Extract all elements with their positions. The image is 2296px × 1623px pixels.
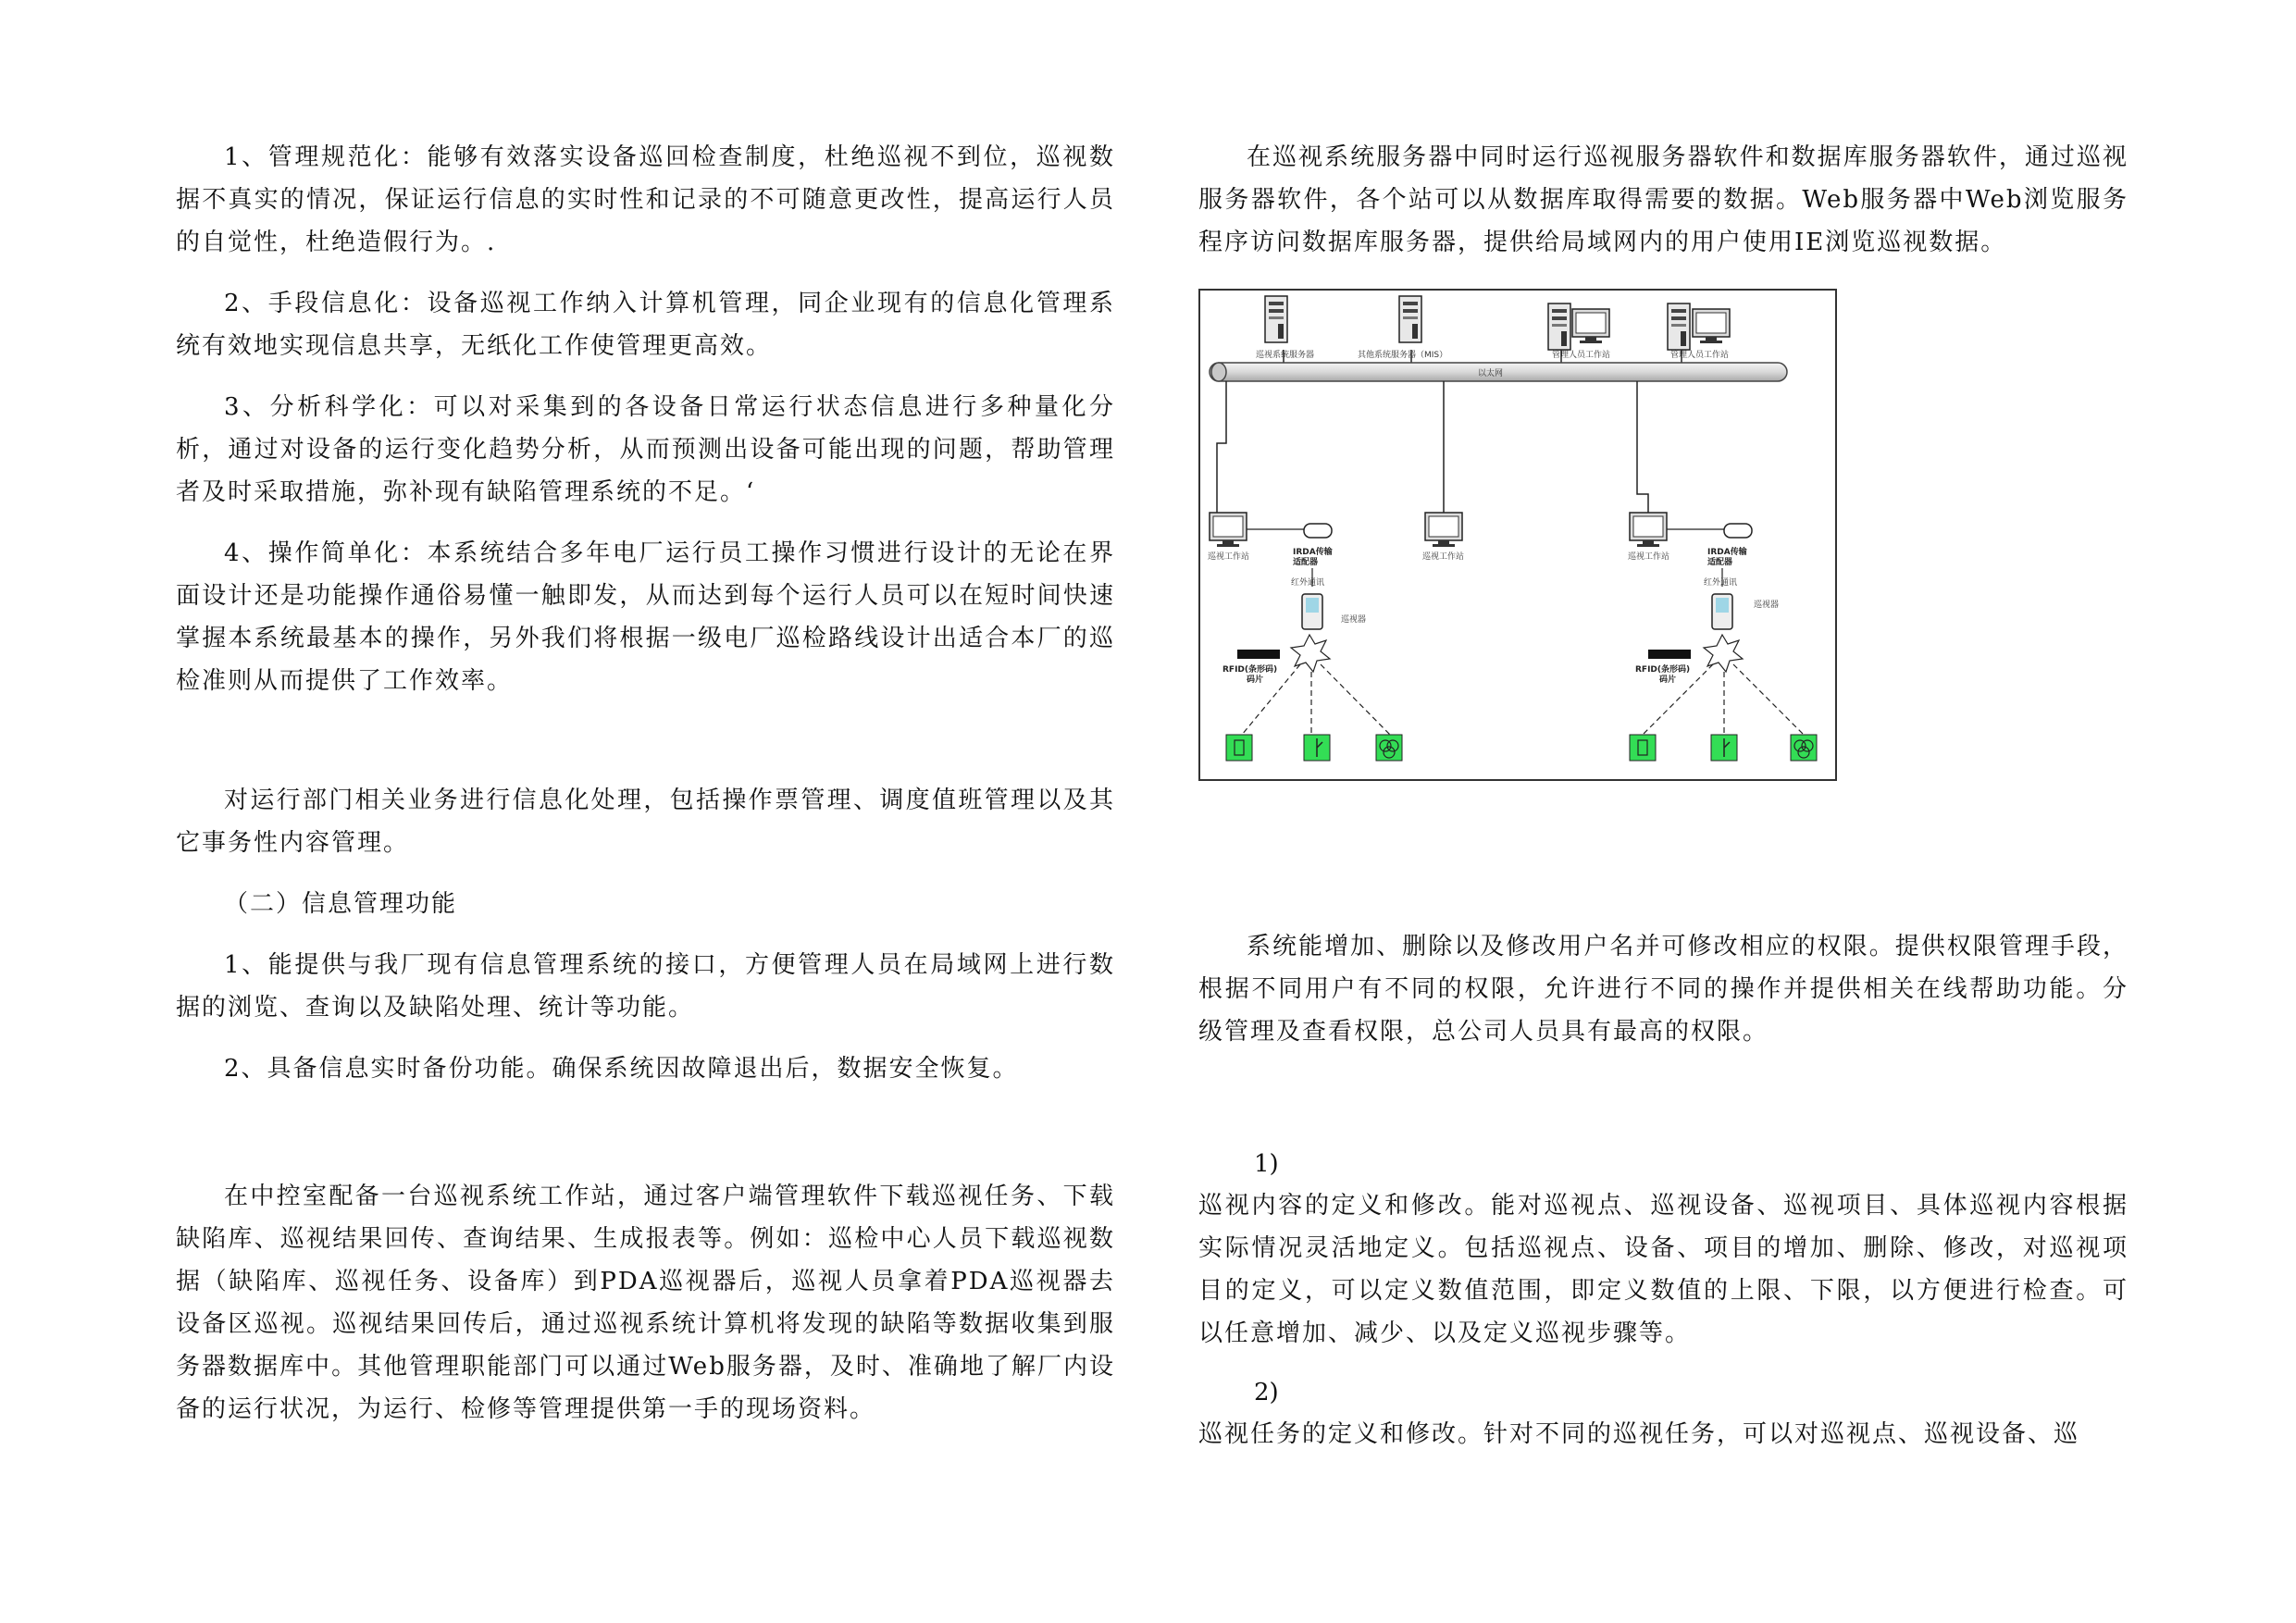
mgmt-monitor-icon-1 xyxy=(1572,309,1609,343)
scan-burst-icon-right xyxy=(1704,635,1743,672)
patrol-ws-monitor-left xyxy=(1210,513,1247,547)
patrol-server-icon xyxy=(1265,296,1287,342)
section-heading-info-management: （二）信息管理功能 xyxy=(224,890,458,918)
para-control-room: 在中控室配备一台巡视系统工作站，通过客户端管理软件下载巡视任务、下载缺陷库、巡视结果回传、查询结果、生成报表等。例如：巡检中心人员下载巡视数据（缺陷库、巡视任务、设备库）到PDA巡视器后，巡视人员拿着PDA巡视器去设备区巡视。巡视结果回传后，通过巡视系统计算机将发现的缺陷等数据收集到服务器数据库中。其他管理职能部门可以通过Web服务器，及时、准确地了解厂内设备的运行状况，为运行、检修等管理提供第一手的现场资料。 xyxy=(176,1183,1115,1423)
label-patrol-device-left: 巡视器 xyxy=(1341,615,1367,625)
label-mgmt-ws-2: 管理人员工作站 xyxy=(1670,351,1730,360)
para-operation-dept: 对运行部门相关业务进行信息化处理，包括操作票管理、调度值班管理以及其它事务性内容管理。 xyxy=(176,787,1115,857)
label-patrol-server: 巡视系统服务器 xyxy=(1256,351,1315,360)
para-means-informatization: 2、手段信息化：设备巡视工作纳入计算机管理，同企业现有的信息化管理系统有效地实现信息共享，无纸化工作使管理更高效。 xyxy=(176,290,1115,360)
label-infrared-right: 红外通讯 xyxy=(1704,578,1738,588)
scan-burst-icon-left xyxy=(1291,635,1330,672)
label-rfid-left-1: RFID(条形码) xyxy=(1222,665,1278,675)
equipment-icon-right-1 xyxy=(1630,735,1656,761)
para-management-standardization: 1、管理规范化：能够有效落实设备巡回检查制度，杜绝巡视不到位，巡视数据不真实的情况，保证运行信息的实时性和记录的不可随意更改性，提高运行人员的自觉性，杜绝造假行为。. xyxy=(176,143,1115,256)
para-server-software: 在巡视系统服务器中同时运行巡视服务器软件和数据库服务器软件，通过巡视服务器软件，各个站可以从数据库取得需要的数据。Web服务器中Web浏览服务程序访问数据库服务器，提供给局域网内的用户使用IE浏览巡视数据。 xyxy=(1198,143,2128,256)
mgmt-tower-icon-1 xyxy=(1548,304,1570,350)
para-operation-simplified: 4、操作简单化：本系统结合多年电厂运行员工操作习惯进行设计的无论在界面设计还是功能操作通俗易懂一触即发，从而达到每个运行人员可以在短时间快速掌握本系统最基本的操作，另外我们将根据一级电厂巡检路线设计出适合本厂的巡检准则从而提供了工作效率。 xyxy=(176,539,1115,695)
barcode-chip-right xyxy=(1648,650,1691,659)
para-patrol-content: 巡视内容的定义和修改。能对巡视点、巡视设备、巡视项目、具体巡视内容根据实际情况灵活地定义。包括巡视点、设备、项目的增加、删除、修改，对巡视项目的定义，可以定义数值范围，即定义数值的上限、下限，以方便进行检查。可以任意增加、减少、以及定义巡视步骤等。 xyxy=(1198,1192,2128,1347)
barcode-chip-left xyxy=(1237,650,1280,659)
para-patrol-task: 巡视任务的定义和修改。针对不同的巡视任务，可以对巡视点、巡视设备、巡 xyxy=(1198,1420,2080,1448)
network-diagram xyxy=(1198,289,1837,781)
irda-adapter-icon-right xyxy=(1724,524,1752,538)
label-ethernet: 以太网 xyxy=(1478,369,1504,378)
label-rfid-right-2: 码片 xyxy=(1659,675,1677,685)
patrol-ws-monitor-right xyxy=(1630,513,1667,547)
para-permissions: 系统能增加、删除以及修改用户名并可修改相应的权限。提供权限管理手段，根据不同用户有不同的权限，允许进行不同的操作并提供相关在线帮助功能。分级管理及查看权限，总公司人员具有最高的权限。 xyxy=(1198,933,2128,1046)
label-irda-left-2: 适配器 xyxy=(1293,558,1319,567)
mgmt-monitor-icon-2 xyxy=(1693,309,1730,343)
patrol-ws-monitor-middle xyxy=(1425,513,1462,547)
item-number-2: 2) xyxy=(1254,1379,1279,1406)
label-irda-left-1: IRDA传输 xyxy=(1293,548,1333,557)
label-infrared-left: 红外通讯 xyxy=(1291,578,1325,588)
equipment-icon-left-1 xyxy=(1226,735,1252,761)
para-interface: 1、能提供与我厂现有信息管理系统的接口，方便管理人员在局域网上进行数据的浏览、查询以及缺陷处理、统计等功能。 xyxy=(176,951,1115,1022)
label-other-server: 其他系统服务器（MIS） xyxy=(1358,351,1448,360)
label-irda-right-2: 适配器 xyxy=(1707,558,1733,567)
label-mgmt-ws-1: 管理人员工作站 xyxy=(1552,351,1611,360)
label-patrol-ws-right: 巡视工作站 xyxy=(1628,552,1670,562)
label-irda-right-1: IRDA传输 xyxy=(1707,548,1747,557)
label-rfid-left-2: 码片 xyxy=(1247,675,1264,685)
other-server-icon xyxy=(1399,296,1421,342)
label-patrol-ws-middle: 巡视工作站 xyxy=(1422,552,1465,562)
irda-adapter-icon-left xyxy=(1304,524,1332,538)
para-analysis-scientific: 3、分析科学化：可以对采集到的各设备日常运行状态信息进行多种量化分析，通过对设备的运行变化趋势分析，从而预测出设备可能出现的问题，帮助管理者及时采取措施，弥补现有缺陷管理系统的不足。‘ xyxy=(176,393,1115,506)
item-number-1: 1) xyxy=(1254,1150,1279,1178)
network-diagram-svg xyxy=(1200,291,1835,779)
mgmt-tower-icon-2 xyxy=(1668,304,1690,350)
para-backup: 2、具备信息实时备份功能。确保系统因故障退出后，数据安全恢复。 xyxy=(224,1055,1019,1083)
label-rfid-right-1: RFID(条形码) xyxy=(1635,665,1691,675)
label-patrol-ws-left: 巡视工作站 xyxy=(1208,552,1250,562)
label-patrol-device-right: 巡视器 xyxy=(1754,601,1780,610)
